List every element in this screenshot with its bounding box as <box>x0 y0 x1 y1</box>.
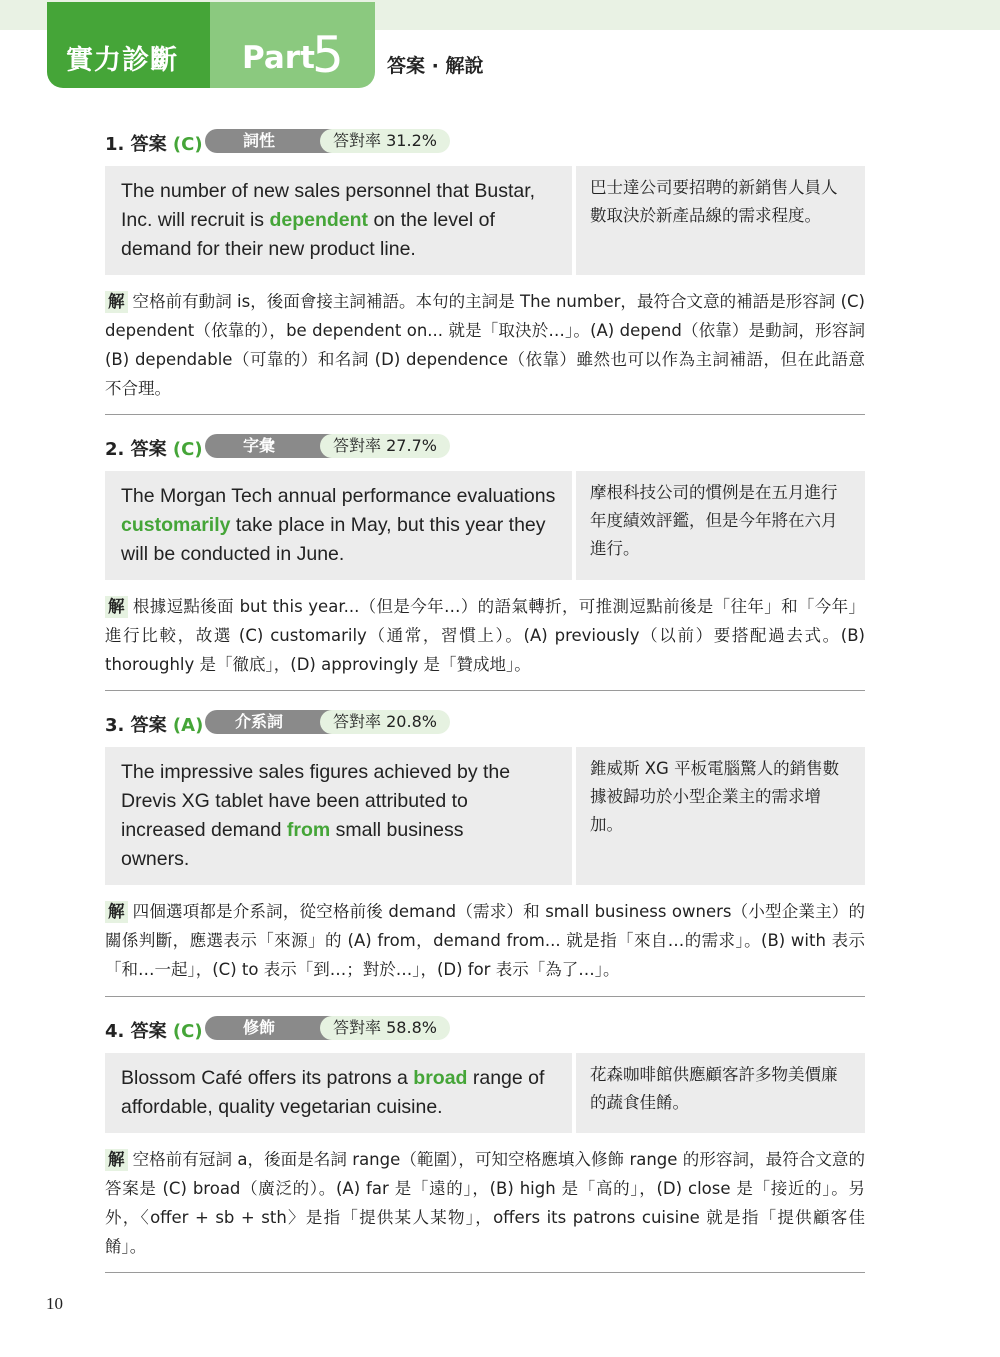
explanation-mark: 解 <box>105 291 128 313</box>
question-header <box>105 1015 865 1045</box>
sentence-box <box>105 747 865 885</box>
explanation: 解 根據逗點後面 but this year...（但是今年…）的語氣轉折，可推測逗點前後是「往年」和「今年」進行比較，故選 (C) customarily（通常，習慣上）。(A) previously（以前）要搭配過去式。(B) thoroughly 是「徹底」，(D) approvingly 是「贊成地」。 <box>105 597 865 674</box>
header-part-label: Part <box>242 40 315 76</box>
question-4 <box>105 1015 865 1261</box>
question-label: 3. 答案 (A) <box>105 715 204 736</box>
correct-rate: 答對率 20.8% <box>320 710 450 734</box>
question-header <box>105 709 865 739</box>
answer-letter: (C) <box>172 439 203 460</box>
explanation-mark: 解 <box>105 596 128 618</box>
question-header <box>105 433 865 463</box>
divider <box>105 996 865 997</box>
sentence-box <box>105 471 865 580</box>
sentence-box <box>105 166 865 275</box>
answer-word: customarily <box>121 514 231 536</box>
divider <box>105 690 865 691</box>
explanation-mark: 解 <box>105 901 128 923</box>
question-label: 2. 答案 (C) <box>105 439 203 460</box>
answer-letter: (A) <box>172 715 204 736</box>
category-label: 介系詞 <box>234 712 283 731</box>
question-3 <box>105 709 865 984</box>
explanation: 解 四個選項都是介系詞，從空格前後 demand（需求）和 small business owners（小型企業主）的關係判斷，應選表示「來源」的 (A) from，demand from... 就是指「來自…的需求」。(B) with 表示「和…一起」，(C) to 表示「到…；對於…」，(D) for 表示「為了…」。 <box>105 902 865 979</box>
answer-letter: (C) <box>172 134 203 155</box>
answer-letter: (C) <box>172 1021 203 1042</box>
correct-rate: 答對率 58.8% <box>320 1016 450 1040</box>
chinese-translation: 花森咖啡館供應顧客許多物美價廉的蔬食佳餚。 <box>576 1053 865 1133</box>
english-sentence: The impressive sales figures achieved by the Drevis XG tablet have been attributed to increased demand from small business owners. <box>105 747 572 885</box>
chinese-translation: 摩根科技公司的慣例是在五月進行年度績效評鑑，但是今年將在六月進行。 <box>576 471 865 580</box>
answer-word: broad <box>413 1067 468 1089</box>
answer-word: dependent <box>269 209 369 231</box>
header-part-number: 5 <box>312 26 344 84</box>
english-sentence: The Morgan Tech annual performance evaluations customarily take place in May, but this year they will be conducted in June. <box>105 471 572 580</box>
answer-word: from <box>286 819 331 841</box>
question-2 <box>105 433 865 679</box>
sentence-box <box>105 1053 865 1133</box>
english-sentence: The number of new sales personnel that Bustar, Inc. will recruit is dependent on the level of demand for their new product line. <box>105 166 572 275</box>
question-label: 1. 答案 (C) <box>105 134 203 155</box>
question-1 <box>105 128 865 403</box>
correct-rate: 答對率 27.7% <box>320 434 450 458</box>
correct-rate: 答對率 31.2% <box>320 129 450 153</box>
question-label: 4. 答案 (C) <box>105 1021 203 1042</box>
explanation: 解 空格前有動詞 is，後面會接主詞補語。本句的主詞是 The number，最符合文意的補語是形容詞 (C) dependent（依靠的），be dependent on... 就是「取決於…」。(A) depend（依靠）是動詞，形容詞 (B) dependable（可靠的）和名詞 (D) dependence（依靠）雖然也可以作為主詞補語，但在此語意不合理。 <box>105 292 865 398</box>
divider <box>105 1272 865 1273</box>
page-number: 10 <box>46 1294 63 1313</box>
divider <box>105 414 865 415</box>
explanation-mark: 解 <box>105 1149 128 1171</box>
explanation: 解 空格前有冠詞 a，後面是名詞 range（範圍），可知空格應填入修飾 range 的形容詞，最符合文意的答案是 (C) broad（廣泛的）。(A) far 是「遠的」，(B) high 是「高的」，(D) close 是「接近的」。另外，〈offer + sb + sth〉是指「提供某人某物」，offers its patrons cuisine 就是指「提供顧客佳餚」。 <box>105 1150 865 1256</box>
chinese-translation: 巴士達公司要招聘的新銷售人員人數取決於新產品線的需求程度。 <box>576 166 865 275</box>
english-sentence: Blossom Café offers its patrons a broad range of affordable, quality vegetarian cuisine. <box>105 1053 572 1133</box>
header-title: 實力診斷 <box>66 45 178 76</box>
header-subtitle: 答案 · 解說 <box>387 55 484 77</box>
category-label: 字彙 <box>242 436 275 455</box>
question-header <box>105 128 865 158</box>
category-label: 詞性 <box>242 131 275 150</box>
chinese-translation: 錐威斯 XG 平板電腦驚人的銷售數據被歸功於小型企業主的需求增加。 <box>576 747 865 885</box>
category-label: 修飾 <box>242 1018 275 1037</box>
